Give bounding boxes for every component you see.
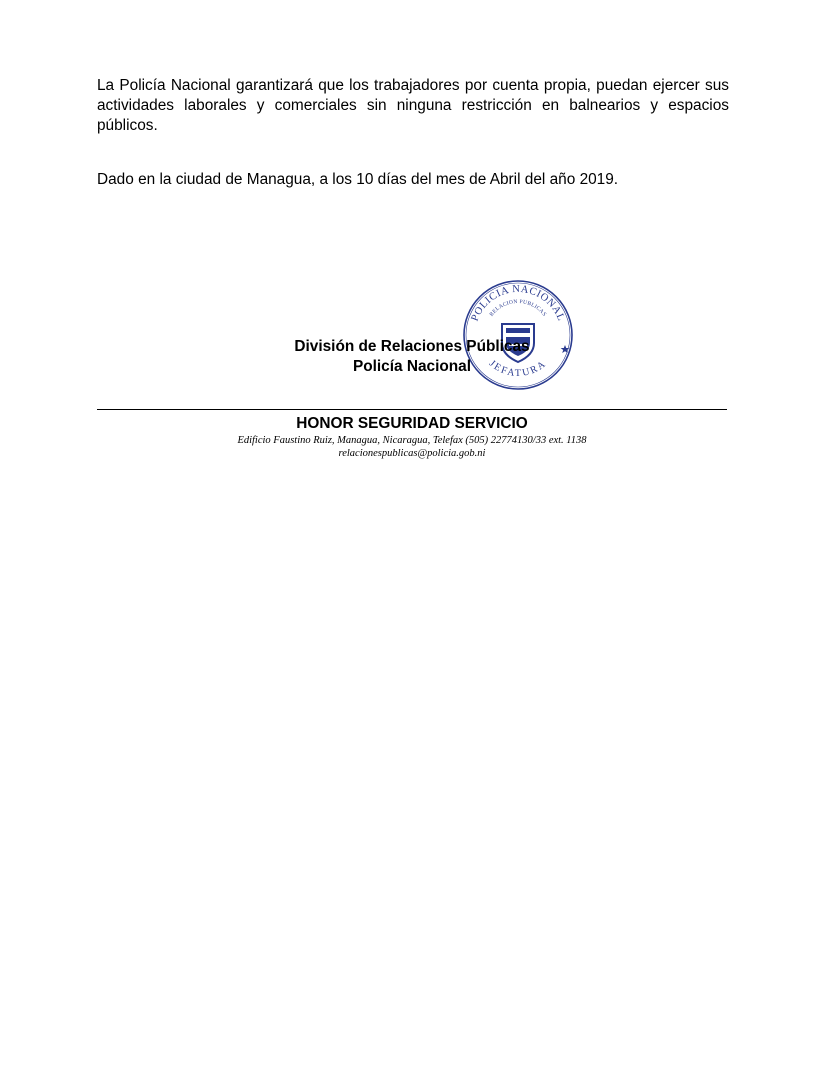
seal-bottom-text: JEFATURA	[486, 358, 550, 379]
body-paragraph-2: Dado en la ciudad de Managua, a los 10 días del mes de Abril del año 2019.	[97, 171, 619, 188]
body-paragraph-1: La Policía Nacional garantizará que los trabajadores por cuenta propia, puedan ejercer sus actividades laborales y comerciales sin ninguna restricción en balnearios y espacios públicos.	[97, 77, 729, 134]
footer-divider	[97, 409, 727, 410]
seal-middle-text: RELACION PUBLICAS	[488, 298, 548, 318]
footer-email: relacionespublicas@policia.gob.ni	[338, 448, 486, 459]
footer-motto: HONOR SEGURIDAD SERVICIO	[296, 415, 528, 432]
signature-division: División de Relaciones Públicas	[294, 338, 530, 355]
footer-address: Edificio Faustino Ruiz, Managua, Nicaragua, Telefax (505) 22774130/33 ext. 1138	[237, 435, 587, 446]
svg-text:RELACION PUBLICAS	[489, 299, 548, 318]
seal-top-text: POLICIA NACIONAL	[469, 283, 567, 323]
signature-institution: Policía Nacional	[352, 358, 472, 375]
